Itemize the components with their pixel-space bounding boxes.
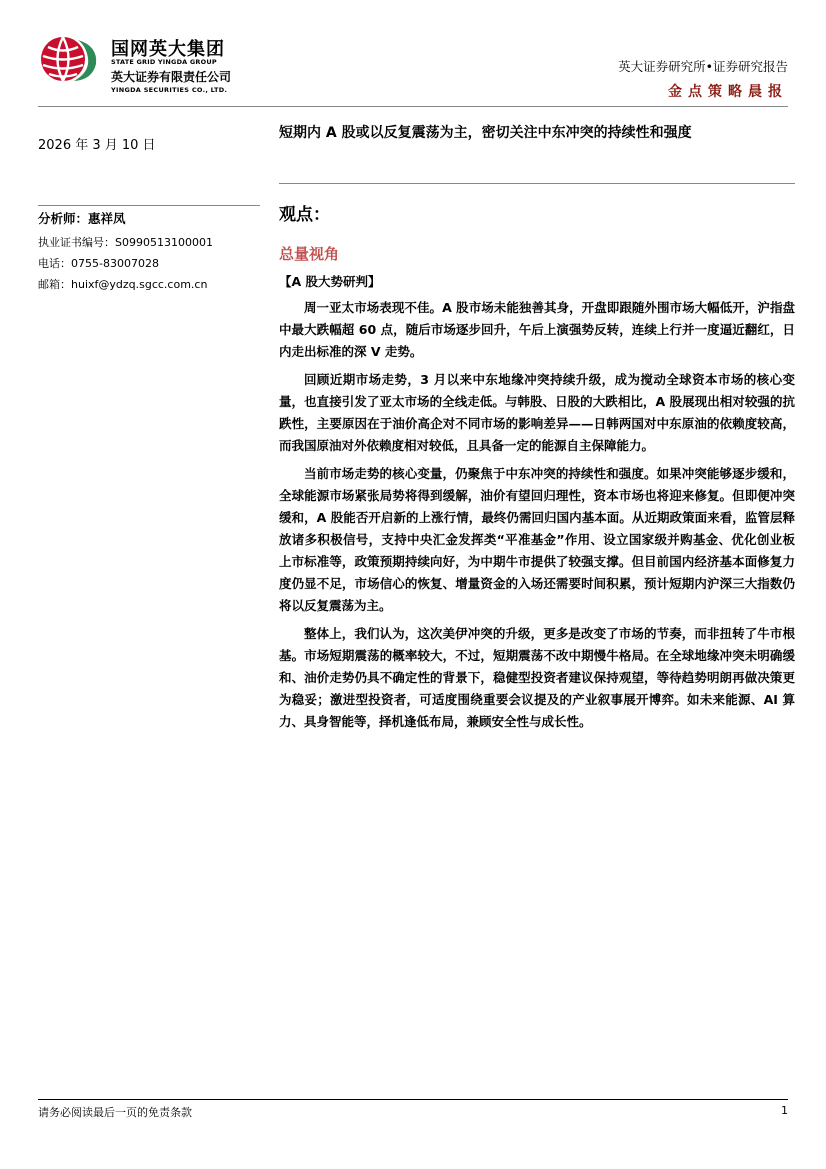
company-name-cn: 国网英大集团 [111, 39, 225, 60]
footer-divider [38, 1099, 788, 1100]
disclaimer-note: 请务必阅读最后一页的免责条款 [38, 1106, 192, 1119]
report-title: 短期内 A 股或以反复震荡为主，密切关注中东冲突的持续性和强度 [279, 125, 692, 141]
phone-number: 电话：0755-83007028 [38, 257, 159, 270]
paragraph: 整体上，我们认为，这次美伊冲突的升级，更多是改变了市场的节奏，而非扭转了牛市根基。市场短期震荡的概率较大，不过，短期震荡不改中期慢牛格局。在全球地缘冲突未明确缓和、油价走势仍具不确定性的背景下，稳健型投资者建议保持观望，等待趋势明朗再做决策更为稳妥；激进型投资者，可适度围绕重要会议提及的产业叙事展开博弈。如未来能源、AI 算力、具身智能等，择机逢低布局，兼顾安全性与成长性。 [279, 626, 795, 729]
paragraph: 周一亚太市场表现不佳。A 股市场未能独善其身，开盘即跟随外围市场大幅低开，沪指盘中最大跌幅超 60 点，随后市场逐步回升，午后上演强势反转，连续上行并一度逼近翻红，日内走出标准的深 V 走势。 [279, 300, 795, 359]
securities-name-cn: 英大证券有限责任公司 [111, 70, 232, 84]
paragraph: 回顾近期市场走势，3 月以来中东地缘冲突持续升级，成为搅动全球资本市场的核心变量，也直接引发了亚太市场的全线走低。与韩股、日股的大跌相比，A 股展现出相对较强的抗跌性，主要原因在于油价高企对不同市场的影响差异——日韩两国对中东原油的依赖度较高，而我国原油对外依赖度相对较低，且具备一定的能源自主保障能力。 [279, 372, 795, 453]
report-body [279, 297, 795, 739]
state-grid-logo-icon [38, 34, 102, 84]
institute-label: 英大证券研究所•证券研究报告 [618, 59, 788, 74]
title-divider [279, 183, 795, 184]
subsection-heading: 【A 股大势研判】 [279, 274, 381, 289]
securities-name-en: YINGDA SECURITIES CO., LTD. [111, 86, 228, 94]
paragraph: 当前市场走势的核心变量，仍聚焦于中东冲突的持续性和强度。如果冲突能够逐步缓和，全球能源市场紧张局势将得到缓解，油价有望回归理性，资本市场也将迎来修复。但即便冲突缓和，A 股能否开启新的上涨行情，最终仍需回归国内基本面。从近期政策面来看，监管层释放诸多积极信号，支持中央汇金发挥类“平准基金”作用、设立国家级并购基金、优化创业板上市标准等，政策预期持续向好，为中期牛市提供了较强支撑。但目前国内经济基本面修复力度仍显不足，市场信心的恢复、增量资金的入场还需要时间积累，预计短期内沪深三大指数仍将以反复震荡为主。 [279, 466, 795, 613]
left-divider [38, 205, 260, 206]
report-series-title: 金点策略晨报 [668, 84, 788, 100]
section-heading: 总量视角 [279, 245, 340, 263]
certificate-number: 执业证书编号：S0990513100001 [38, 236, 213, 249]
email-address: 邮箱：huixf@ydzq.sgcc.com.cn [38, 278, 208, 291]
header-divider [38, 106, 788, 107]
analyst-name: 分析师：惠祥凤 [38, 211, 126, 226]
viewpoint-heading: 观点： [279, 205, 330, 225]
page-number: 1 [781, 1104, 788, 1117]
company-name-en: STATE GRID YINGDA GROUP [111, 58, 217, 66]
report-date: 2026 年 3 月 10 日 [38, 138, 156, 153]
